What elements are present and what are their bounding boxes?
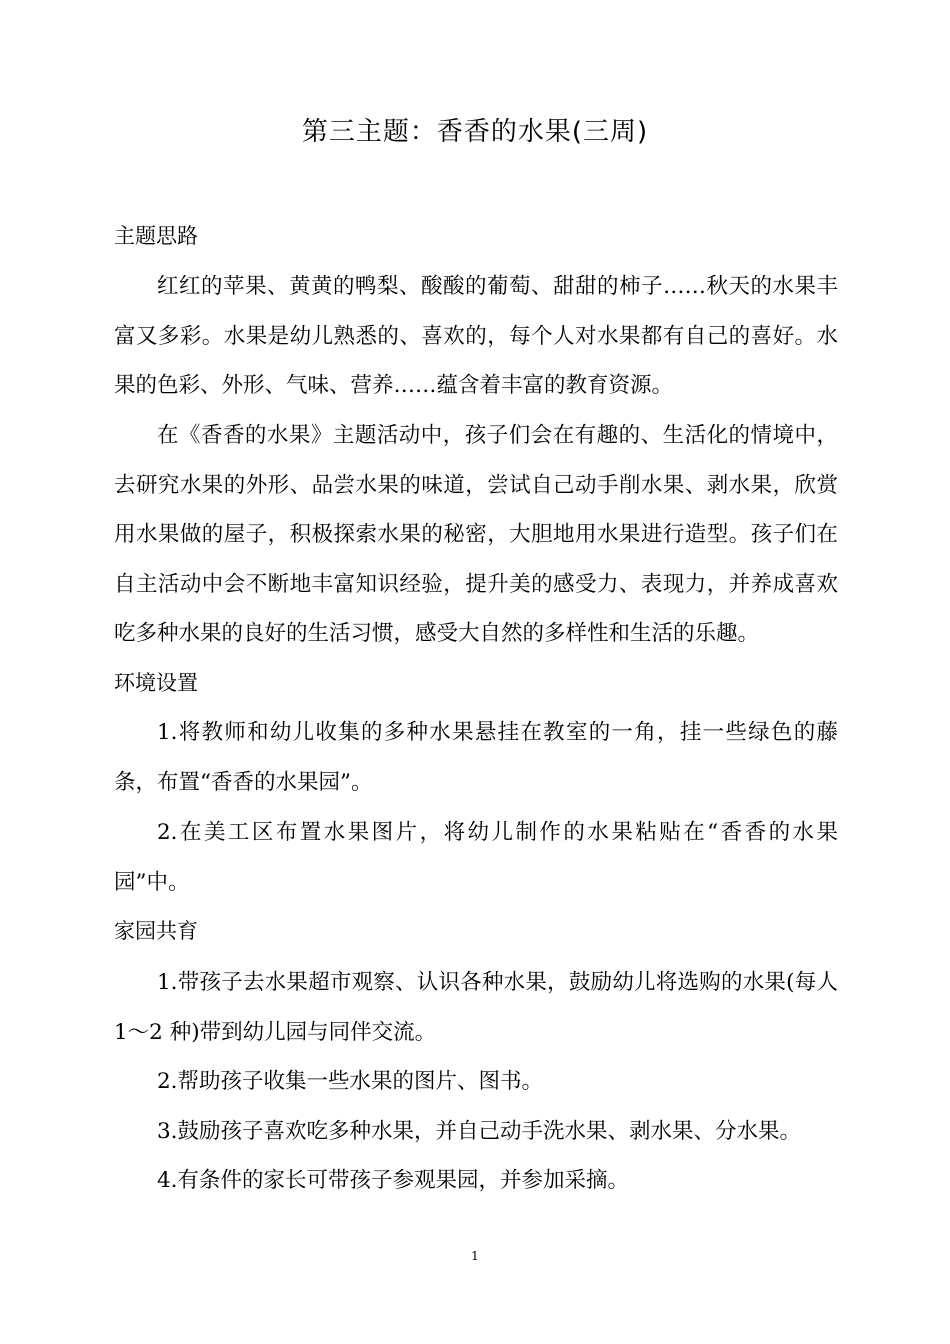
paragraph-theme-idea-1: 红红的苹果、黄黄的鸭梨、酸酸的葡萄、甜甜的柿子……秋天的水果丰富又多彩。水果是幼儿熟悉的、喜欢的，每个人对水果都有自己的喜好。水果的色彩、外形、气味、营养……蕴含着丰富的教育资源。 [114, 274, 838, 398]
paragraph-home-school-4: 4.有条件的家长可带孩子参观果园，并参加采摘。 [157, 1168, 630, 1193]
paragraph-environment-2: 2.在美工区布置水果图片，将幼儿制作的水果粘贴在“香香的水果园”中。 [114, 820, 838, 895]
paragraph-home-school-2: 2.帮助孩子收集一些水果的图片、图书。 [157, 1069, 544, 1094]
paragraph-theme-idea-2: 在《香香的水果》主题活动中，孩子们会在有趣的、生活化的情境中，去研究水果的外形、品尝水果的味道，尝试自己动手削水果、剥水果，欣赏用水果做的屋子，积极探索水果的秘密，大胆地用水果进行造型。孩子们在自主活动中会不断地丰富知识经验，提升美的感受力、表现力，并养成喜欢吃多种水果的良好的生活习惯，感受大自然的多样性和生活的乐趣。 [114, 423, 838, 646]
section-heading-theme-idea: 主题思路 [114, 224, 198, 248]
page-number: 1 [471, 1249, 479, 1263]
paragraph-home-school-3: 3.鼓励孩子喜欢吃多种水果，并自己动手洗水果、剥水果、分水果。 [157, 1119, 802, 1144]
section-heading-home-school: 家园共育 [114, 919, 198, 943]
page-title: 第三主题：香香的水果(三周) [301, 117, 649, 147]
paragraph-home-school-1: 1.带孩子去水果超市观察、认识各种水果，鼓励幼儿将选购的水果(每人 1～2 种)带到幼儿园与同伴交流。 [114, 970, 838, 1045]
section-heading-environment: 环境设置 [114, 671, 198, 695]
paragraph-environment-1: 1.将教师和幼儿收集的多种水果悬挂在教室的一角，挂一些绿色的藤条，布置“香香的水果园”。 [114, 720, 838, 795]
